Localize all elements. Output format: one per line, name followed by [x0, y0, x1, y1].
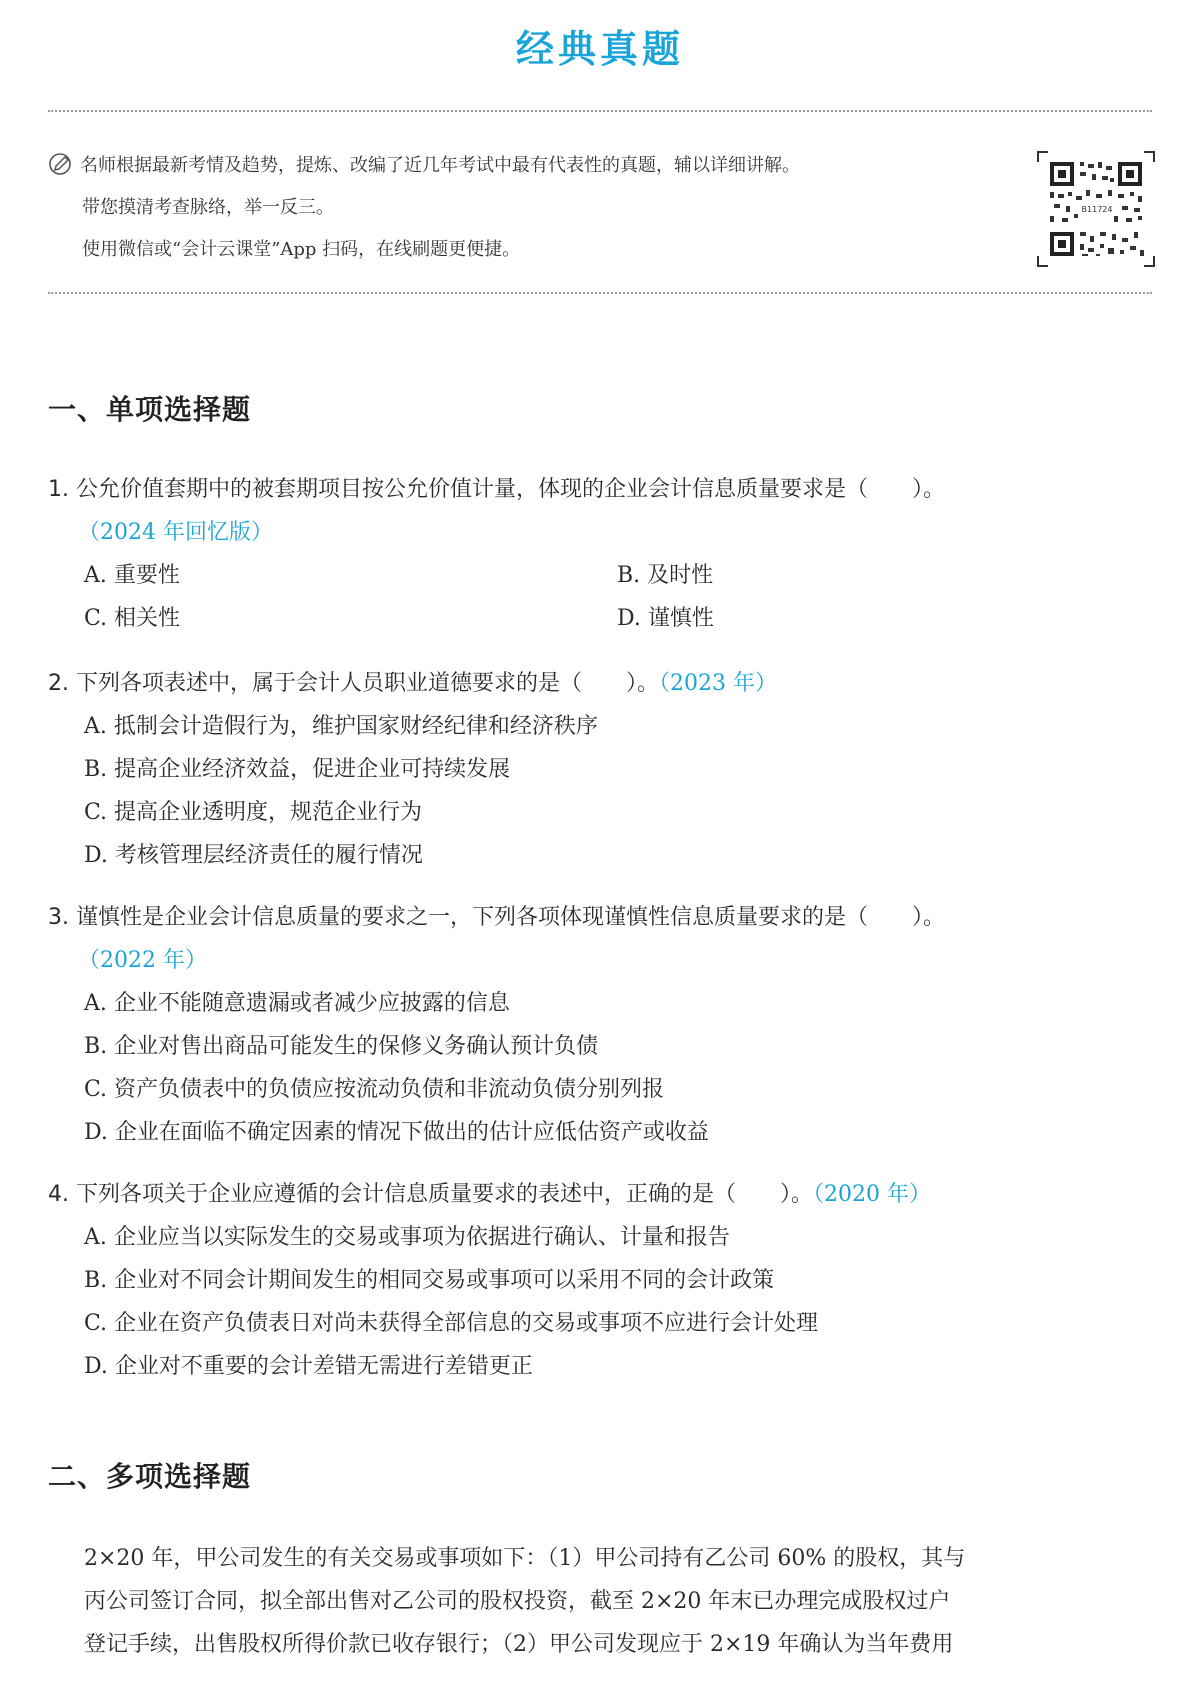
- question-year: （2024 年回忆版）: [78, 520, 273, 545]
- question-text: 公允价值套期中的被套期项目按公允价值计量，体现的企业会计信息质量要求是（ ）。: [76, 477, 946, 502]
- question-stem: [48, 468, 1158, 511]
- intro-block: [48, 145, 998, 271]
- passage-line-2: 丙公司签订合同，拟全部出售对乙公司的股权投资，截至 2×20 年末已办理完成股权过户: [84, 1589, 951, 1614]
- option-d[interactable]: D. 谨慎性: [617, 606, 714, 631]
- question-stem: [48, 662, 1158, 705]
- option-c[interactable]: C. 提高企业透明度，规范企业行为: [84, 800, 423, 825]
- option-d[interactable]: D. 考核管理层经济责任的履行情况: [84, 843, 423, 868]
- question-text: 下列各项关于企业应遵循的会计信息质量要求的表述中，正确的是（ ）。: [76, 1182, 814, 1207]
- option-grid: [48, 554, 1158, 640]
- question-stem: [48, 1173, 1158, 1216]
- option-b[interactable]: B. 提高企业经济效益，促进企业可持续发展: [84, 757, 511, 782]
- intro-line-1: [48, 145, 998, 187]
- passage-line-1: 2×20 年，甲公司发生的有关交易或事项如下：（1）甲公司持有乙公司 60% 的股权，其与: [84, 1546, 966, 1571]
- option-a[interactable]: A. 企业不能随意遗漏或者减少应披露的信息: [84, 991, 510, 1016]
- option-c[interactable]: C. 资产负债表中的负债应按流动负债和非流动负债分别列报: [84, 1077, 665, 1102]
- qr-code-icon[interactable]: [1036, 150, 1156, 268]
- question-year: （2022 年）: [78, 948, 207, 973]
- intro-line-2: 带您摸清考查脉络，举一反三。: [82, 197, 334, 218]
- intro-line-3: 使用微信或“会计云课堂”App 扫码，在线刷题更便捷。: [82, 239, 521, 260]
- passage-line-3: 登记手续，出售股权所得价款已收存银行；（2）甲公司发现应于 2×19 年确认为当年费用: [84, 1632, 954, 1657]
- question-number: 1.: [48, 477, 69, 502]
- option-b[interactable]: B. 及时性: [617, 563, 714, 588]
- question-text: 下列各项表述中，属于会计人员职业道德要求的是（ ）。: [76, 671, 660, 696]
- option-a[interactable]: A. 抵制会计造假行为，维护国家财经纪律和经济秩序: [84, 714, 598, 739]
- question-year: （2020 年）: [813, 1182, 931, 1207]
- option-c[interactable]: C. 企业在资产负债表日对尚未获得全部信息的交易或事项不应进行会计处理: [84, 1311, 819, 1336]
- intro-bottom-divider: [48, 292, 1152, 294]
- pencil-check-icon: [48, 151, 74, 177]
- section-title-single: 一、单项选择题: [48, 393, 252, 426]
- option-c[interactable]: C. 相关性: [84, 606, 181, 631]
- question-stem: [48, 896, 1158, 939]
- question-number: 3.: [48, 905, 69, 930]
- question-text: 谨慎性是企业会计信息质量的要求之一，下列各项体现谨慎性信息质量要求的是（ ）。: [76, 905, 946, 930]
- option-a[interactable]: A. 企业应当以实际发生的交易或事项为依据进行确认、计量和报告: [84, 1225, 730, 1250]
- multi-choice-passage: [84, 1537, 1158, 1666]
- question-2: [48, 662, 1158, 877]
- option-b[interactable]: B. 企业对不同会计期间发生的相同交易或事项可以采用不同的会计政策: [84, 1268, 775, 1293]
- question-3: [48, 896, 1158, 1154]
- section-title-multi: 二、多项选择题: [48, 1460, 252, 1493]
- option-b[interactable]: B. 企业对售出商品可能发生的保修义务确认预计负债: [84, 1034, 599, 1059]
- option-d[interactable]: D. 企业对不重要的会计差错无需进行差错更正: [84, 1354, 533, 1379]
- question-year: （2023 年）: [659, 671, 777, 696]
- question-4: [48, 1173, 1158, 1388]
- question-number: 4.: [48, 1182, 69, 1207]
- page-title: 经典真题: [515, 27, 684, 71]
- option-d[interactable]: D. 企业在面临不确定因素的情况下做出的估计应低估资产或收益: [84, 1120, 709, 1145]
- option-a[interactable]: A. 重要性: [84, 563, 180, 588]
- question-1: [48, 468, 1158, 640]
- intro-text-1: 名师根据最新考情及趋势，提炼、改编了近几年考试中最有代表性的真题，辅以详细讲解。: [80, 155, 800, 176]
- qr-code-label: B11724: [1081, 205, 1113, 214]
- top-divider: [48, 110, 1152, 112]
- question-number: 2.: [48, 671, 69, 696]
